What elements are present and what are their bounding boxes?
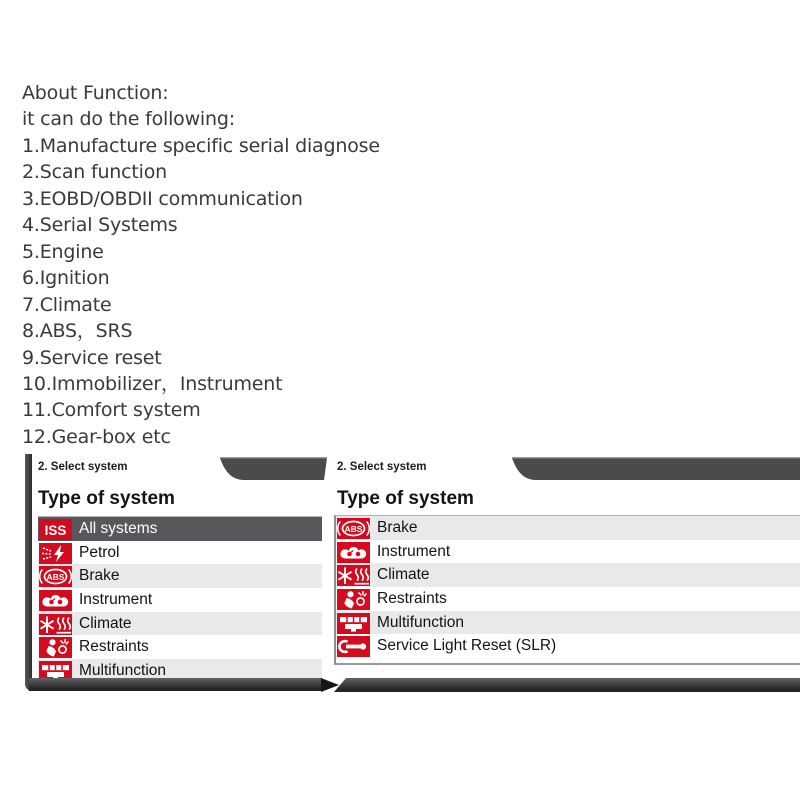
about-line: 6.Ignition	[22, 267, 110, 290]
system-row-label: Brake	[377, 518, 418, 536]
header-swoosh-right	[505, 456, 800, 483]
system-row[interactable]	[336, 634, 800, 658]
system-list-left	[38, 516, 322, 678]
system-row-label: Multifunction	[377, 613, 465, 631]
instrument-icon	[337, 542, 370, 563]
climate-icon	[337, 565, 370, 586]
system-row-label: Service Light Reset (SLR)	[377, 637, 557, 655]
about-line: 3.EOBD/OBDII communication	[22, 187, 303, 210]
system-row-label: All systems	[79, 519, 158, 537]
list-title-left: Type of system	[38, 488, 175, 509]
device-bezel-bottom-left	[29, 678, 322, 691]
restraints-icon	[39, 637, 72, 658]
abs-brake-icon	[337, 518, 370, 539]
system-row-label: Restraints	[79, 638, 149, 656]
svg-text:ISS: ISS	[44, 522, 67, 538]
about-line: 1.Manufacture specific serial diagnose	[22, 134, 380, 157]
about-subtitle: it can do the following:	[22, 108, 235, 131]
device-bezel-bottom-right	[334, 678, 800, 692]
system-row[interactable]	[336, 611, 800, 635]
system-list-right	[336, 516, 800, 663]
system-row-label: Instrument	[79, 590, 153, 608]
petrol-icon	[39, 543, 72, 564]
svg-text:ABS: ABS	[46, 572, 65, 583]
about-title: About Function:	[22, 82, 169, 104]
instrument-icon	[39, 590, 72, 611]
system-row-label: Climate	[79, 614, 132, 632]
multifunction-icon	[337, 613, 370, 634]
system-row[interactable]	[38, 659, 322, 678]
list-title-right: Type of system	[337, 488, 474, 509]
about-line: 4.Serial Systems	[22, 214, 178, 237]
slr-icon	[337, 636, 370, 657]
header-swoosh-left	[214, 456, 330, 483]
about-line: 11.Comfort system	[22, 399, 201, 422]
about-line: 7.Climate	[22, 293, 112, 316]
system-list-box-right	[334, 515, 800, 665]
about-line: 5.Engine	[22, 240, 104, 263]
system-row[interactable]	[336, 516, 800, 540]
step-label-left: 2. Select system	[38, 461, 128, 473]
climate-icon	[39, 614, 72, 635]
about-line: 2.Scan function	[22, 161, 167, 184]
system-row[interactable]	[38, 541, 322, 565]
restraints-icon	[337, 589, 370, 610]
system-row-label: Petrol	[79, 543, 120, 561]
system-row-label: Brake	[79, 567, 120, 585]
about-line: 9.Service reset	[22, 346, 162, 369]
system-row[interactable]	[336, 563, 800, 587]
system-row[interactable]	[38, 635, 322, 659]
system-row-label: Instrument	[377, 542, 451, 560]
system-row[interactable]	[38, 517, 322, 541]
iss-icon	[39, 519, 72, 540]
system-row-label: Multifunction	[79, 661, 167, 678]
system-row[interactable]	[336, 540, 800, 564]
system-row[interactable]	[336, 587, 800, 611]
system-row[interactable]	[38, 588, 322, 612]
system-row[interactable]	[38, 612, 322, 636]
multifunction-icon	[39, 661, 72, 678]
system-row[interactable]	[38, 564, 322, 588]
step-label-right: 2. Select system	[337, 461, 427, 473]
svg-text:ABS: ABS	[344, 523, 363, 534]
system-row-label: Restraints	[377, 589, 447, 607]
about-line: 12.Gear-box etc	[22, 425, 171, 448]
abs-brake-icon	[39, 566, 72, 587]
system-row-label: Climate	[377, 566, 430, 584]
device-bezel-left	[25, 454, 32, 691]
about-line: 10.Immobilizer，Instrument	[22, 372, 283, 395]
about-line: 8.ABS，SRS	[22, 320, 133, 343]
